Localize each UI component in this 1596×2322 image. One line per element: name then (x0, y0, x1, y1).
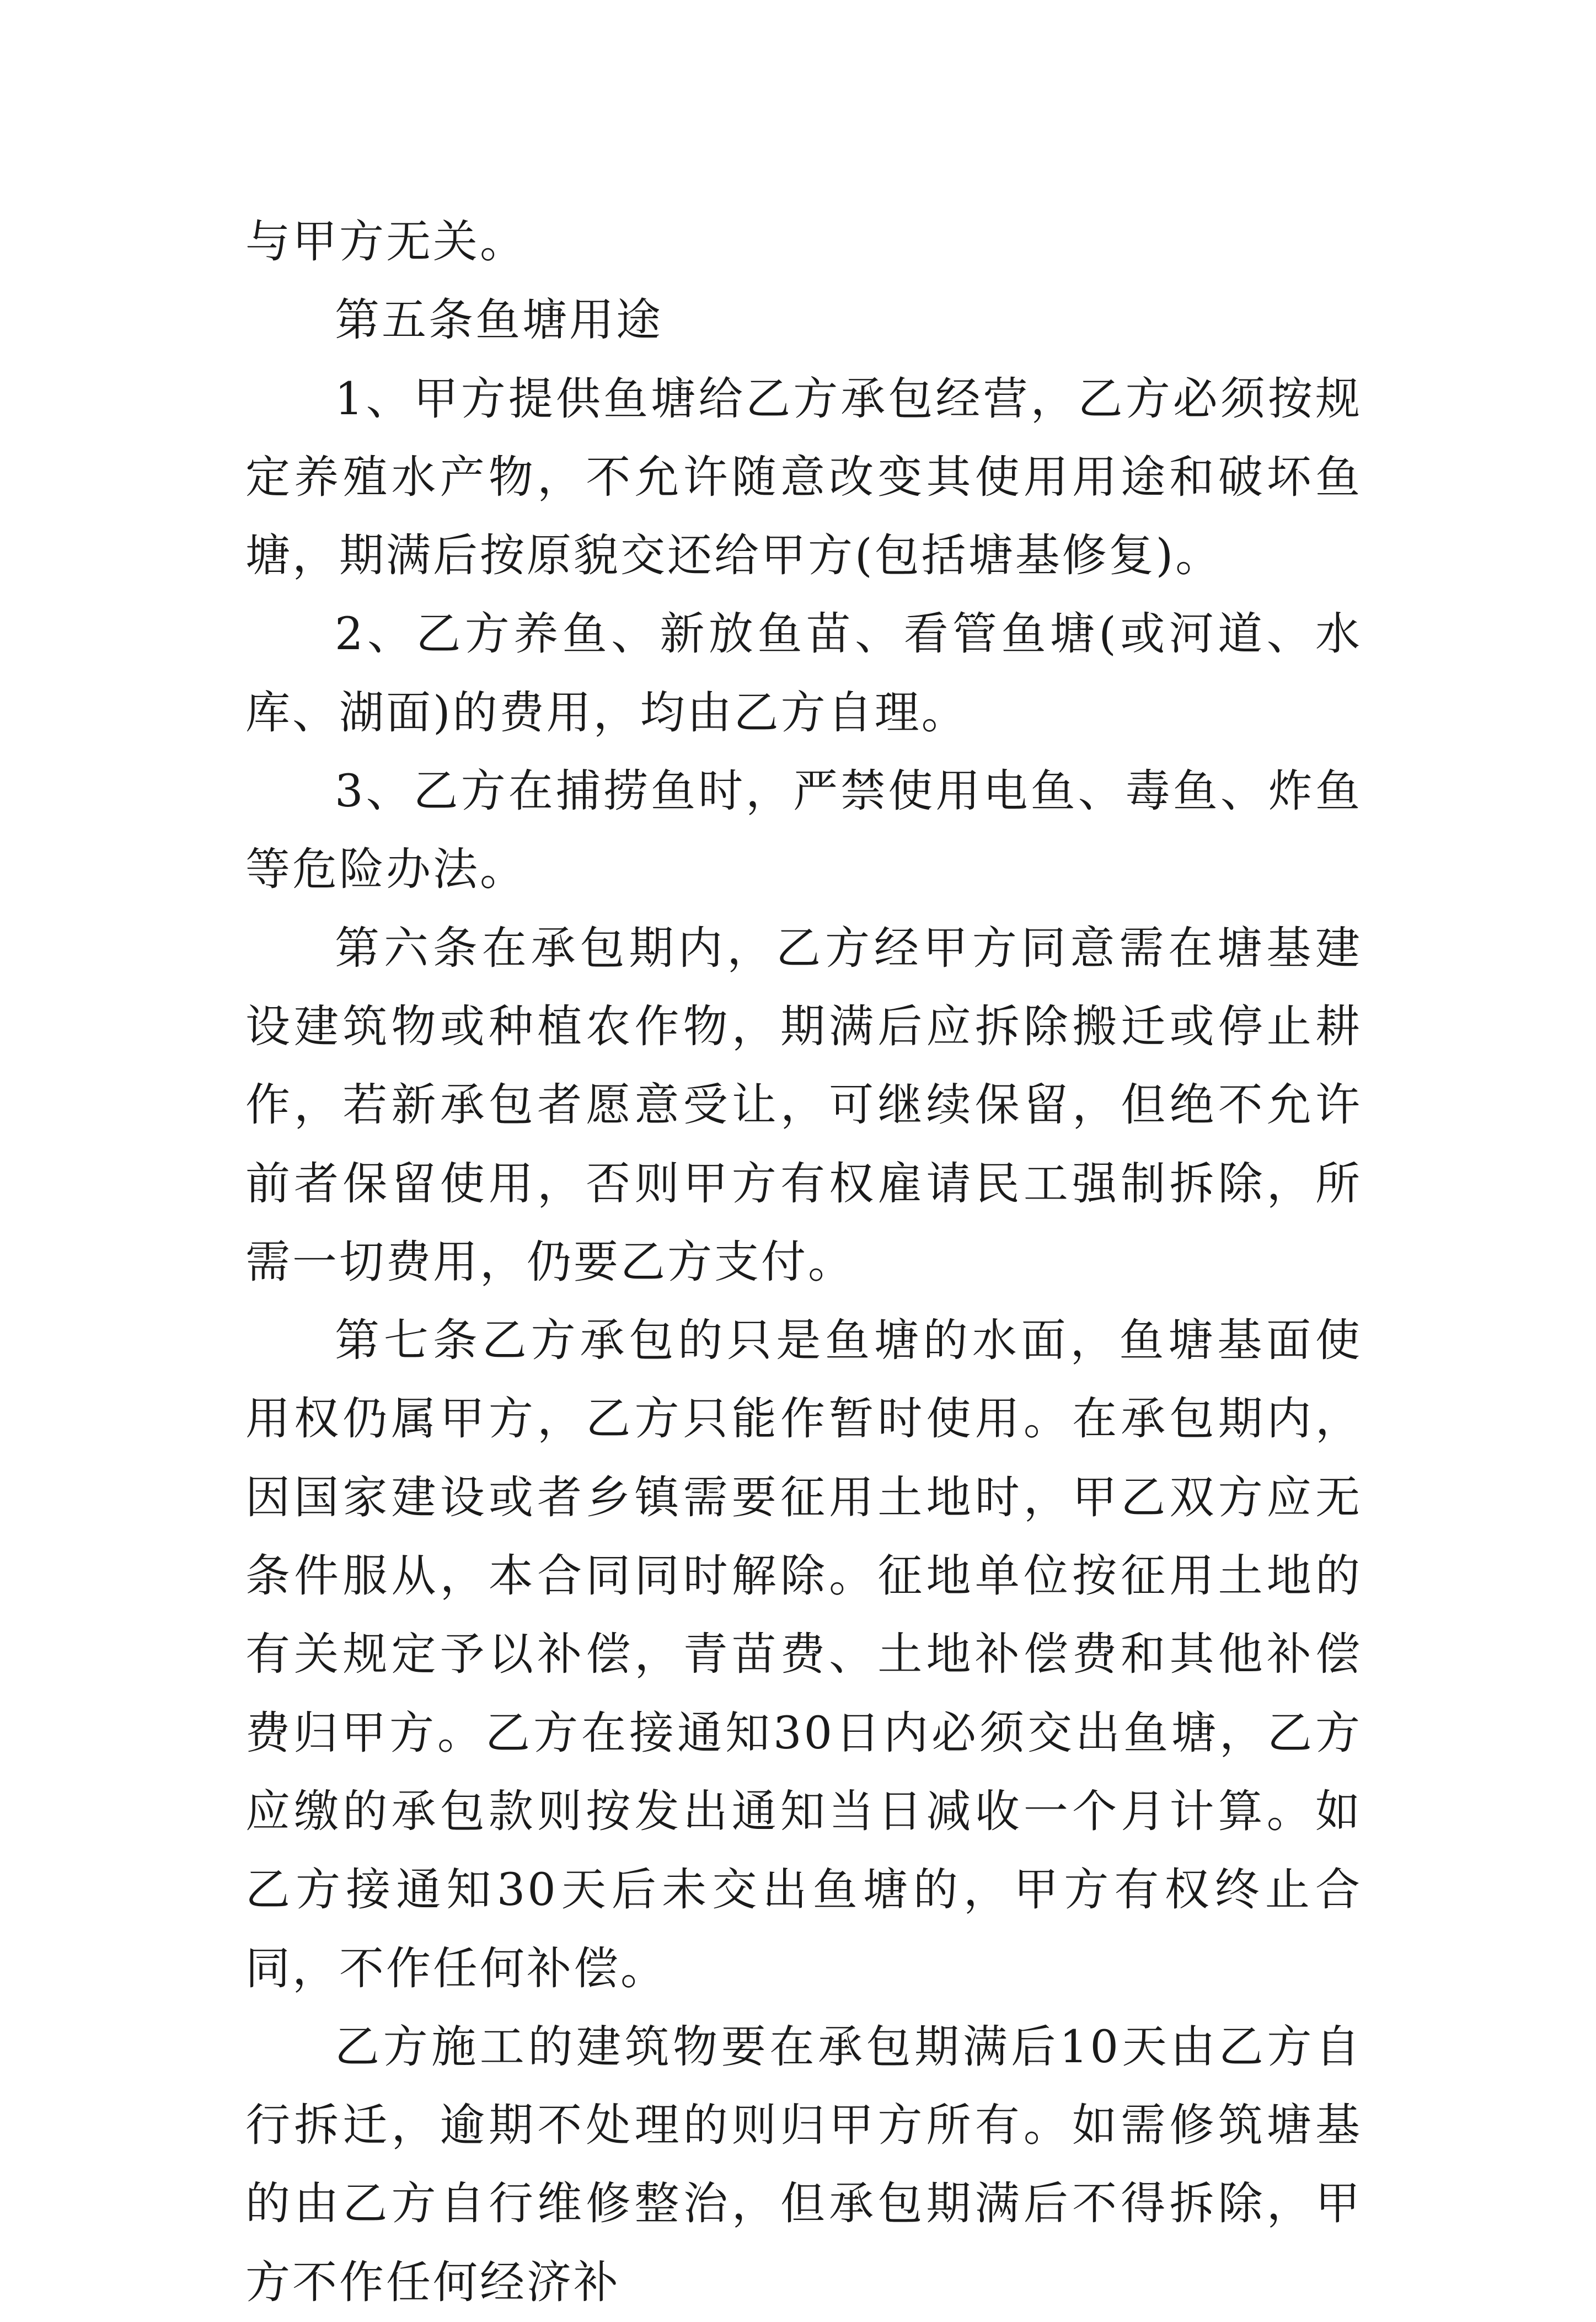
article-5-clause-1: 1、甲方提供鱼塘给乙方承包经营，乙方必须按规定养殖水产物，不允许随意改变其使用用途和破坏鱼塘，期满后按原貌交还给甲方(包括塘基修复)。 (245, 373, 1362, 582)
article-6-paragraph: 第六条在承包期内，乙方经甲方同意需在塘基建设建筑物或种植农作物，期满后应拆除搬迁或停止耕作，若新承包者愿意受让，可继续保留，但绝不允许前者保留使用，否则甲方有权雇请民工强制拆除，所需一切费用，仍要乙方支付。 (245, 922, 1362, 1288)
article-5-clause-2: 2、乙方养鱼、新放鱼苗、看管鱼塘(或河道、水库、湖面)的费用，均由乙方自理。 (245, 608, 1362, 739)
construction-paragraph: 乙方施工的建筑物要在承包期满后10天由乙方自行拆迁，逾期不处理的则归甲方所有。如需修筑塘基的由乙方自行维修整治，但承包期满后不得拆除，甲方不作任何经济补 (245, 2021, 1362, 2309)
article-5-clause-3: 3、乙方在捕捞鱼时，严禁使用电鱼、毒鱼、炸鱼等危险办法。 (245, 766, 1362, 896)
paragraph-continuation: 与甲方无关。 (245, 216, 527, 268)
article-5-heading: 第五条鱼塘用途 (335, 295, 663, 347)
article-7-paragraph: 第七条乙方承包的只是鱼塘的水面，鱼塘基面使用权仍属甲方，乙方只能作暂时使用。在承包期内，因国家建设或者乡镇需要征用土地时，甲乙双方应无条件服从，本合同同时解除。征地单位按征用土地的有关规定予以补偿，青苗费、土地补偿费和其他补偿费归甲方。乙方在接通知30日内必须交出鱼塘，乙方应缴的承包款则按发出通知当日减收一个月计算。如乙方接通知30天后未交出鱼塘的，甲方有权终止合同，不作任何补偿。 (245, 1315, 1362, 1995)
document-body (245, 203, 1362, 2322)
